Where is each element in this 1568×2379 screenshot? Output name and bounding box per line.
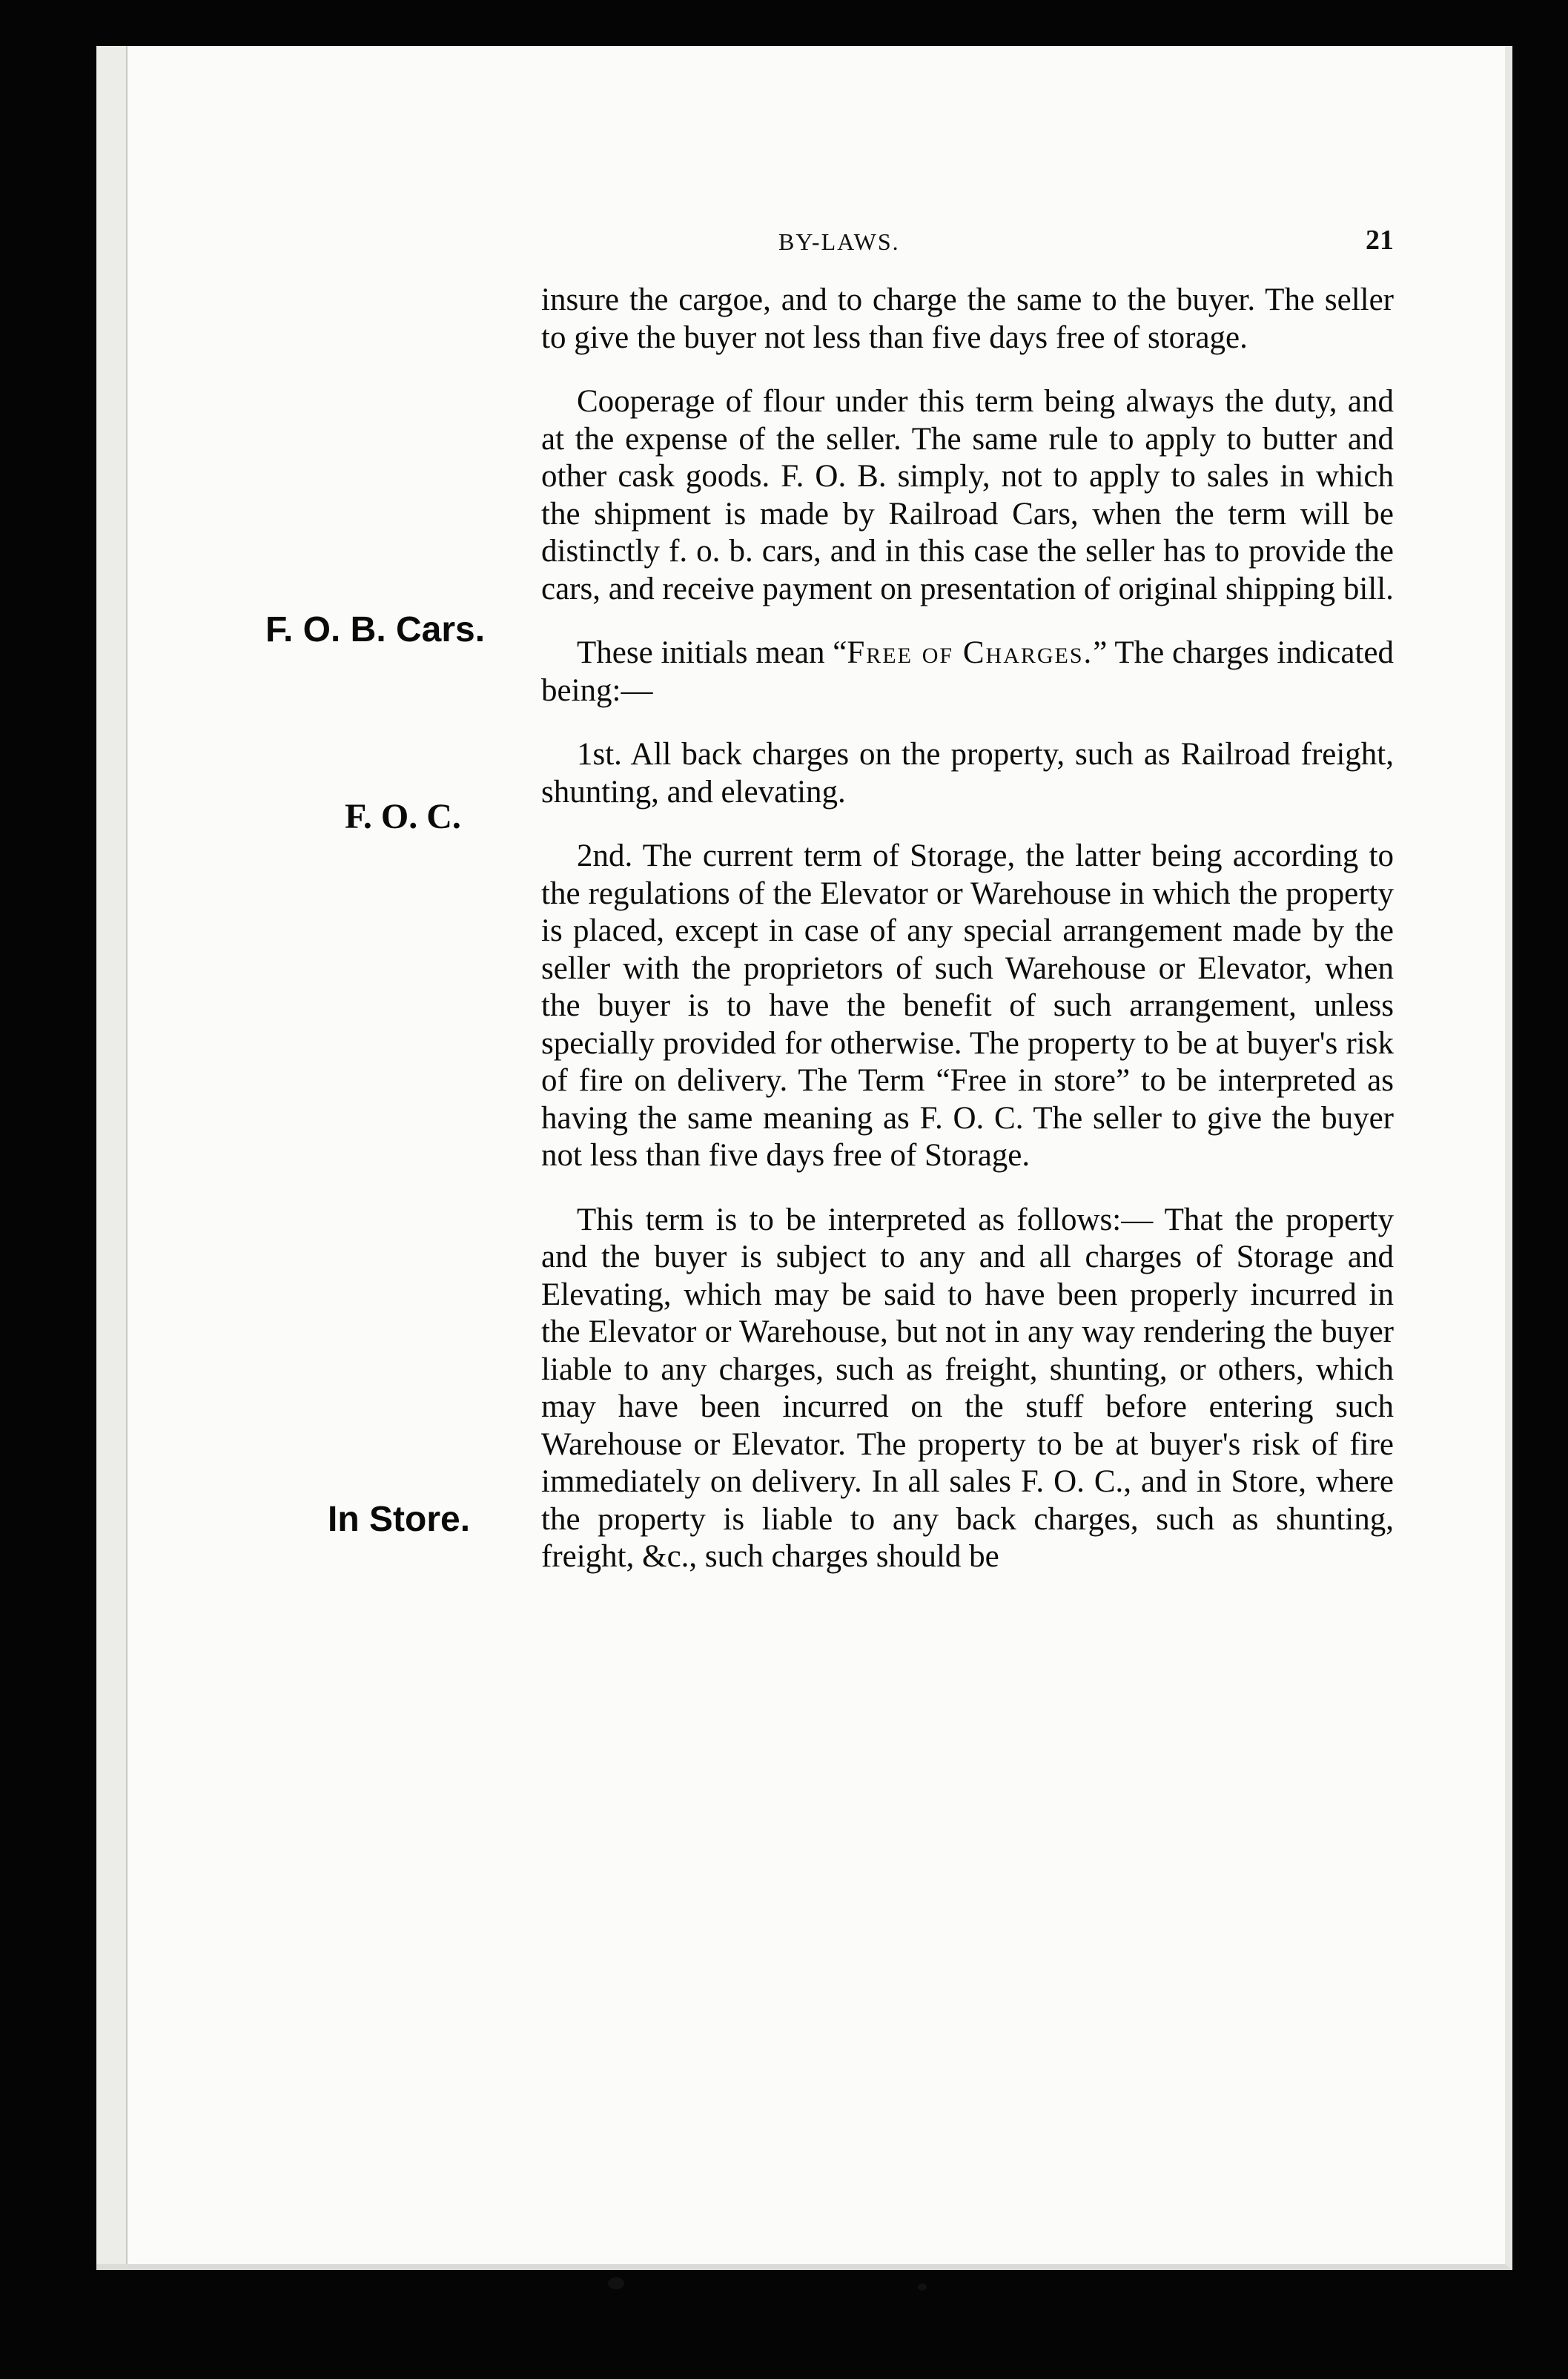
paragraph-in-store: This term is to be interpreted as follows:— That the property and the buyer is subject to any and all charges of Storage and Elevating, which may be said to have been properly incurred in the Elevator or Warehouse, but not in any way rendering the buyer liable to any charges, such as freight, shunting, or others, which may have been incurred on the stuff before entering such Warehouse or Elevator. The property to be at buyer's risk of fire immediately on delivery. In all sales F. O. C., and in Store, where the property is liable to any back charges, such as shunting, freight, &c., such charges should be xyxy=(541,1202,1394,1574)
margin-heading-fob-cars: F. O. B. Cars. xyxy=(265,610,486,649)
paragraph-cooperage: Cooperage of flour under this term being always the duty, and at the expense of the seller. The same rule to apply to butter and other cask goods. F. O. B. simply, not to apply to sales in which the shipment is made by Railroad Cars, when the term will be distinctly f. o. b. cars, and in this case the seller has to provide the cars, and receive payment on presentation of original shipping bill. xyxy=(541,384,1394,606)
running-head xyxy=(549,224,1394,268)
paragraph-first-charge: 1st. All back charges on the property, such as Railroad freight, shunting, and elevating. xyxy=(541,737,1394,810)
margin-heading-foc: F. O. C. xyxy=(345,797,461,836)
scan-speck xyxy=(608,2277,624,2289)
scan-speck xyxy=(918,2283,927,2291)
page-number: 21 xyxy=(1366,225,1394,256)
margin-heading-in-store: In Store. xyxy=(328,1500,471,1539)
page-gutter xyxy=(96,46,128,2264)
foc-intro-text: These initials mean “ xyxy=(577,635,847,670)
foc-charges-text: ” The charges indicated being:— xyxy=(541,635,1394,708)
paragraph-second-charge: 2nd. The current term of Storage, the latter being according to the regulations of the Elevator or Warehouse in which the property is placed, except in case of any special arrangement made by the seller with the proprietors of such Warehouse or Elevator, when the buyer is to have the benefit of such arrangement, unless specially provided for otherwise. The property to be at buyer's risk of fire on delivery. The Term “Free in store” to be interpreted as having the same meaning as F. O. C. The seller to give the buyer not less than five days free of Storage. xyxy=(541,838,1394,1173)
running-title: BY-LAWS. xyxy=(778,228,900,255)
paragraph-insure-cargoe: insure the cargoe, and to charge the same to the buyer. The seller to give the buyer not less than five days free of storage. xyxy=(541,282,1394,355)
paragraph-foc-definition xyxy=(541,635,1394,709)
book-page xyxy=(96,46,1512,2270)
free-of-charges-term: Free of Charges. xyxy=(847,635,1094,670)
body-text-column xyxy=(541,282,1394,1576)
